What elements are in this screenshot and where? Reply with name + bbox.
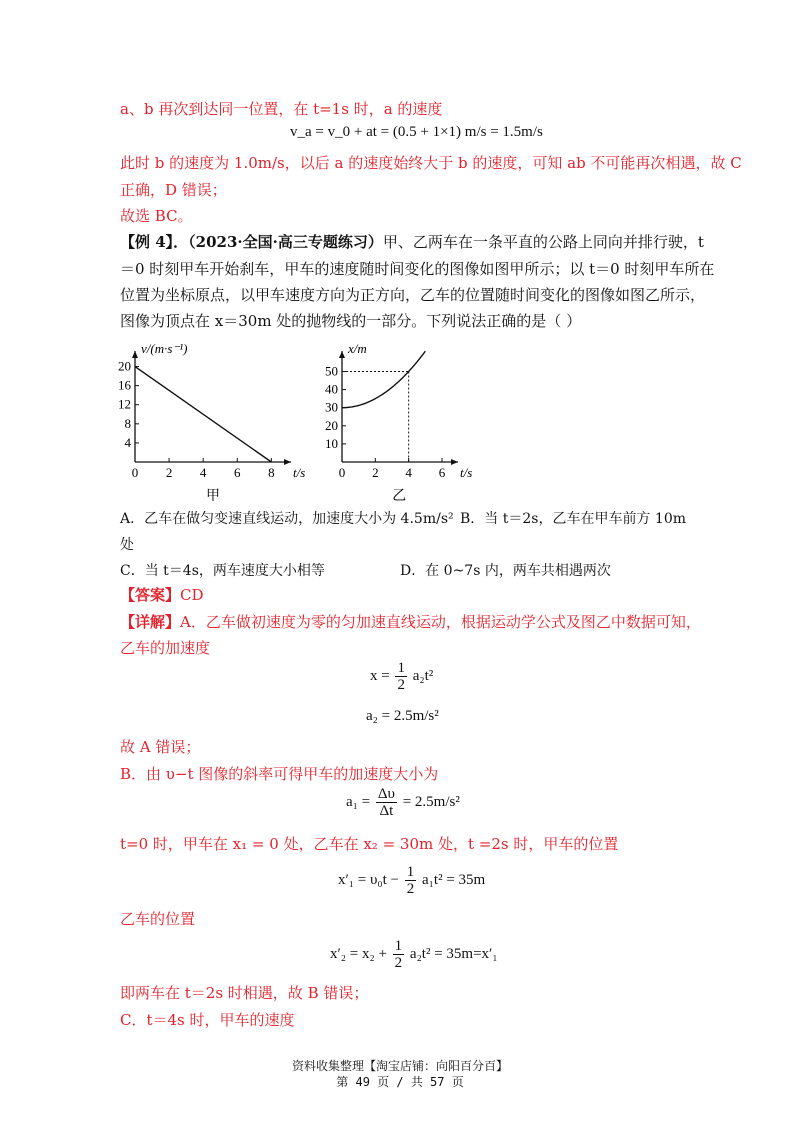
y-tick-label: 12 <box>118 396 131 412</box>
eq-part: a₁t² = 35m <box>422 871 486 888</box>
x-tick-label: 2 <box>372 465 379 480</box>
y-tick-label: 8 <box>124 415 131 431</box>
text-line: 故选 BC。 <box>120 207 193 225</box>
x-axis-label: t/s <box>460 465 473 480</box>
example-text: 甲、乙两车在一条平直的公路上同向并排行驶，t <box>382 233 704 251</box>
text-line: 正确，D 错误； <box>120 181 227 199</box>
text-line: 故 A 错误； <box>120 738 201 756</box>
chart-title: 甲 <box>206 489 220 504</box>
eq-part: x′₁ = υ₀t − <box>338 871 400 888</box>
eq-part: a₂t² <box>412 667 434 684</box>
fraction-half <box>393 938 405 971</box>
text-line: 乙车的位置 <box>120 910 196 928</box>
equation-x1-prime <box>338 864 485 897</box>
text-line: 位置为坐标原点，以甲车速度方向为正方向，乙车的位置随时间变化的图像如图乙所示， <box>120 286 706 304</box>
y-tick-label: 30 <box>325 399 338 415</box>
y-tick-label: 20 <box>325 417 338 433</box>
eq-part: x = <box>370 667 390 684</box>
eq-part: = 2.5m/s² <box>402 793 460 810</box>
answer-label: 【答案】 <box>120 586 181 604</box>
equation-x2-prime <box>330 938 498 971</box>
text-line: a、b 再次到达同一位置，在 t=1s 时，a 的速度 <box>120 100 443 118</box>
series-line-velocity <box>135 367 271 462</box>
x-tick-label: 0 <box>131 465 139 480</box>
series-curve-position <box>342 351 425 408</box>
footer-page-number: 第 49 页 / 共 57 页 <box>336 1075 464 1089</box>
text-line: 图像为顶点在 x＝30m 处的抛物线的一部分。下列说法正确的是（ ） <box>120 312 582 330</box>
fraction-half <box>405 864 417 897</box>
y-tick-label: 20 <box>118 358 131 374</box>
text-line: t=0 时，甲车在 x₁ = 0 处，乙车在 x₂ = 30m 处，t =2s 时，甲车的位置 <box>120 835 619 853</box>
fraction-half <box>395 660 407 693</box>
chart-title: 乙 <box>392 489 407 504</box>
frac-num: Δυ <box>377 786 395 802</box>
y-axis-label: v/(m·s⁻¹) <box>141 341 188 356</box>
y-tick-label: 40 <box>325 381 338 397</box>
x-axis-arrow <box>284 459 291 465</box>
y-axis-arrow <box>132 351 138 358</box>
text-line: ＝0 时刻甲车开始刹车，甲车的速度随时间变化的图像如图甲所示；以 t＝0 时刻甲车所在 <box>120 260 715 278</box>
frac-den: 2 <box>394 955 403 971</box>
y-tick-label: 50 <box>325 363 338 379</box>
y-tick-label: 10 <box>325 435 338 451</box>
fraction-dv-dt <box>376 786 397 819</box>
option-d: D．在 0~7s 内，两车共相遇两次 <box>400 563 611 579</box>
frac-den: Δt <box>379 803 394 819</box>
option-a: A．乙车在做匀变速直线运动，加速度大小为 4.5m/s² <box>120 511 454 527</box>
text-line: B．由 υ−t 图像的斜率可得甲车的加速度大小为 <box>120 765 439 783</box>
x-axis-label: t/s <box>293 465 306 480</box>
answer-value: CD <box>180 586 204 604</box>
frac-den: 2 <box>397 677 405 693</box>
y-axis-arrow <box>339 351 345 358</box>
y-tick-label: 4 <box>124 434 131 450</box>
answer-line <box>120 585 204 605</box>
footer-source: 资料收集整理【淘宝店铺：向阳百分百】 <box>291 1059 508 1073</box>
option-b: B．当 t＝2s，乙车在甲车前方 10m <box>460 511 686 527</box>
x-tick-label: 4 <box>199 465 207 480</box>
option-b-cont: 处 <box>120 537 134 553</box>
eq-part: x′₂ = x₂ + <box>330 945 387 962</box>
x-tick-label: 0 <box>338 465 346 480</box>
frac-num: 1 <box>406 864 415 880</box>
x-tick-label: 8 <box>268 465 275 480</box>
x-tick-label: 6 <box>438 465 446 480</box>
frac-num: 1 <box>394 938 403 954</box>
frac-den: 2 <box>406 881 415 897</box>
explain-label: 【详解】 <box>120 613 181 631</box>
equation-a1 <box>346 786 460 819</box>
equation-a2: a₂ = 2.5m/s² <box>366 708 439 724</box>
x-tick-label: 6 <box>234 465 241 480</box>
x-tick-label: 2 <box>165 465 173 480</box>
eq-part: a₁ = <box>346 793 371 810</box>
equation-velocity-a: v_a = v_0 + at = (0.5 + 1×1) m/s = 1.5m/s <box>290 124 543 140</box>
chart-yi <box>318 334 488 504</box>
chart-jia <box>115 334 325 504</box>
text-line: 即两车在 t＝2s 时相遇，故 B 错误； <box>120 984 369 1002</box>
text-line: C．t＝4s 时，甲车的速度 <box>120 1011 295 1029</box>
example-heading <box>120 232 704 252</box>
x-axis-arrow <box>451 459 458 465</box>
explain-text: A．乙车做初速度为零的匀加速直线运动，根据运动学公式及图乙中数据可知， <box>180 613 701 631</box>
equation-x <box>370 660 433 693</box>
y-tick-label: 16 <box>118 377 131 393</box>
text-line: 乙车的加速度 <box>120 639 211 657</box>
x-tick-label: 4 <box>405 465 412 480</box>
text-line: 此时 b 的速度为 1.0m/s，以后 a 的速度始终大于 b 的速度，可知 ab 不可能再次相遇，故 C <box>120 154 742 172</box>
eq-part: a₂t² = 35m=x′₁ <box>409 945 498 962</box>
option-c: C．当 t＝4s，两车速度大小相等 <box>120 563 325 579</box>
frac-num: 1 <box>397 660 405 676</box>
example-label: 【例 4】．（2023·全国·高三专题练习） <box>120 233 383 251</box>
y-axis-label: x/m <box>348 341 367 356</box>
explain-line <box>120 612 701 632</box>
